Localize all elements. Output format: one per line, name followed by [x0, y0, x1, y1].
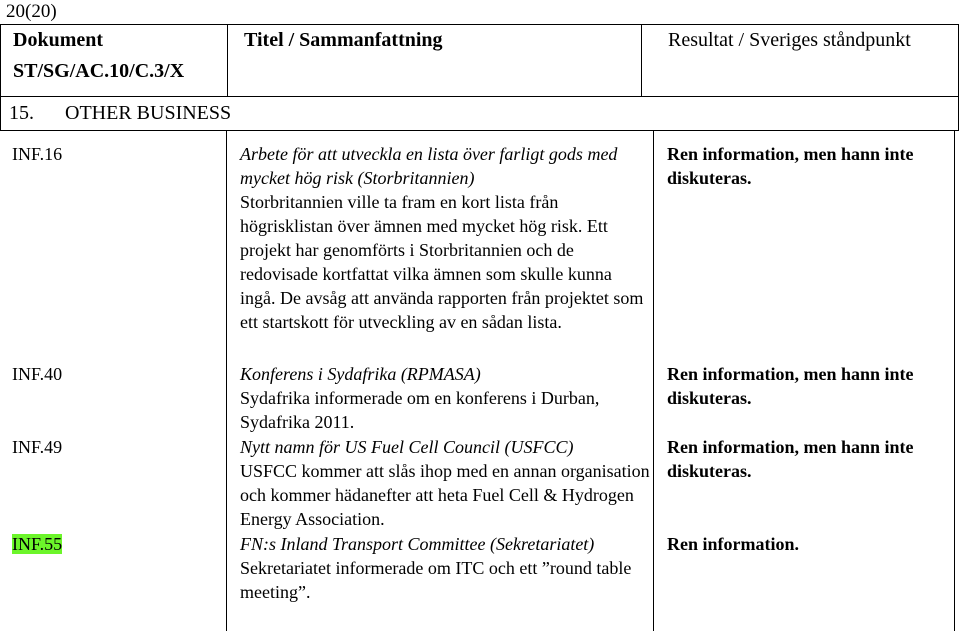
row-summary — [240, 362, 650, 434]
row-summary-text: USFCC kommer att slås ihop med en annan organisation och kommer hädanefter att heta Fuel Cell & Hydrogen Energy Association. — [240, 461, 650, 529]
row-title: Konferens i Sydafrika (RPMASA) — [240, 364, 481, 384]
row-document-id: INF.16 — [12, 144, 63, 164]
row-summary-text: Storbritannien ville ta fram en kort lista från högrisklistan över ämnen med mycket hög risk. Ett projekt har genomförts i Storbritannien och de redovisade kortfattat vilka ämnen som skulle kunna ingå. De avsåg att använda rapporten från projektet som ett startskott för utveckling av en sådan lista. — [240, 192, 644, 332]
section-title: OTHER BUSINESS — [65, 102, 232, 124]
page-number: 20(20) — [6, 1, 57, 22]
column-divider-2 — [653, 130, 654, 631]
table-header-row — [1, 25, 959, 97]
row-summary-text: Sydafrika informerade om en konferens i Durban, Sydafrika 2011. — [240, 388, 600, 432]
column-divider-1 — [226, 130, 227, 631]
section-number: 15. — [9, 102, 34, 124]
row-summary — [240, 142, 650, 334]
header-document-id: ST/SG/AC.10/C.3/X — [13, 60, 185, 82]
document-table — [0, 24, 959, 131]
row-result: Ren information. — [667, 534, 799, 554]
header-result — [642, 25, 959, 97]
header-result-label: Resultat / Sveriges ståndpunkt — [668, 29, 911, 51]
row-summary-text: Sekretariatet informerade om ITC och ett ”round table meeting”. — [240, 558, 632, 602]
row-document-id: INF.49 — [12, 437, 63, 457]
header-title — [228, 25, 642, 97]
row-document-id — [12, 532, 62, 556]
section-row — [1, 97, 959, 131]
row-title: Nytt namn för US Fuel Cell Council (USFCC) — [240, 437, 574, 457]
row-document-id: INF.40 — [12, 364, 63, 384]
row-title: Arbete för att utveckla en lista över farligt gods med mycket hög risk (Storbritannien) — [240, 144, 618, 188]
row-result: Ren information, men hann inte diskuteras. — [667, 364, 914, 408]
column-divider-3 — [954, 130, 955, 631]
table-body — [0, 130, 959, 631]
row-result: Ren information, men hann inte diskuteras. — [667, 437, 914, 481]
row-summary — [240, 435, 650, 531]
section-heading — [1, 97, 959, 131]
header-title-label: Titel / Sammanfattning — [244, 29, 443, 51]
row-title: FN:s Inland Transport Committee (Sekretariatet) — [240, 534, 595, 554]
header-document-title: Dokument — [13, 29, 104, 51]
row-summary — [240, 532, 650, 604]
header-document — [1, 25, 228, 97]
highlighted-document-id: INF.55 — [12, 534, 63, 554]
row-result: Ren information, men hann inte diskuteras. — [667, 144, 914, 188]
